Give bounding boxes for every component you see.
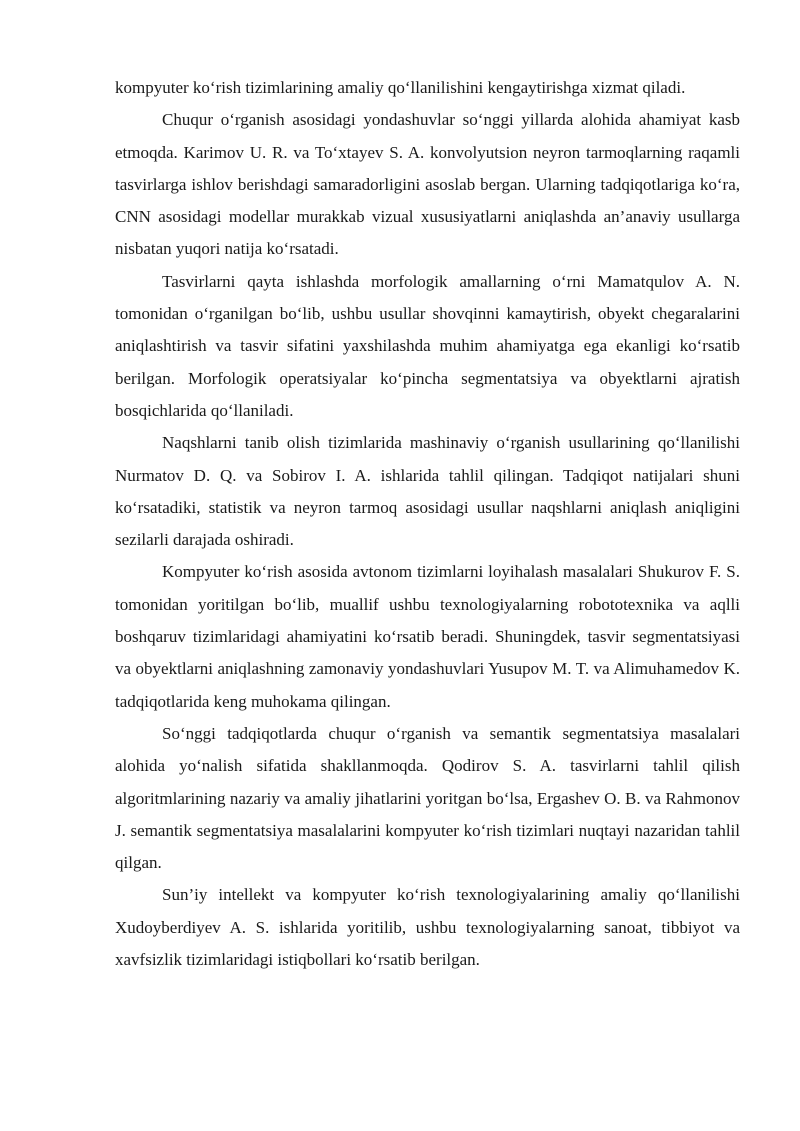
paragraph-morphology: Tasvirlarni qayta ishlashda morfologik amallarning o‘rni Mamatqulov A. N. tomonidan o‘rganilgan bo‘lib, ushbu usullar shovqinni kamaytirish, obyekt chegaralarini aniqlashtirish va tasvir sifatini yaxshilashda muhim ahamiyatga ega ekanligi ko‘rsatib berilgan. Morfologik operatsiyalar ko‘pincha segmentatsiya va obyektlarni ajratish bosqichlarida qo‘llaniladi. <box>115 271 740 420</box>
paragraph-pattern-recognition: Naqshlarni tanib olish tizimlarida mashinaviy o‘rganish usullarining qo‘llanilishi Nurmatov D. Q. va Sobirov I. A. ishlarida tahlil qilingan. Tadqiqot natijalari shuni ko‘rsatadiki, statistik va neyron tarmoq asosidagi usullar naqshlarni aniqlash aniqligini sezilarli darajada oshiradi. <box>115 433 740 550</box>
paragraph-artificial-intelligence: Sun’iy intellekt va kompyuter ko‘rish texnologiyalarining amaliy qo‘llanilishi Xudoyberdiyev A. S. ishlarida yoritilib, ushbu texnologiyalarning sanoat, tibbiyot va xavfsizlik tizimlaridagi istiqbollari ko‘rsatib berilgan. <box>115 885 740 970</box>
paragraph-continuation: kompyuter ko‘rish tizimlarining amaliy qo‘llanilishini kengaytirishga xizmat qiladi. <box>115 78 686 97</box>
paragraph-semantic-segmentation: So‘nggi tadqiqotlarda chuqur o‘rganish va semantik segmentatsiya masalalari alohida yo‘nalish sifatida shakllanmoqda. Qodirov S. A. tasvirlarni tahlil qilish algoritmlarining nazariy va amaliy jihatlarini yoritgan bo‘lsa, Ergashev O. B. va Rahmonov J. semantik segmentatsiya masalalarini kompyuter ko‘rish tizimlari nuqtayi nazaridan tahlil qilgan. <box>115 723 740 873</box>
paragraph-autonomous-systems: Kompyuter ko‘rish asosida avtonom tizimlarni loyihalash masalalari Shukurov F. S. tomonidan yoritilgan bo‘lib, muallif ushbu texnologiyalarning robototexnika va aqlli boshqaruv tizimlaridagi ahamiyatini ko‘rsatib beradi. Shuningdek, tasvir segmentatsiyasi va obyektlarni aniqlashning zamonaviy yondashuvlari Yusupov M. T. va Alimuhamedov K. tadqiqotlarida keng muhokama qilingan. <box>115 562 740 711</box>
paragraph-deep-learning: Chuqur o‘rganish asosidagi yondashuvlar so‘nggi yillarda alohida ahamiyat kasb etmoqda. Karimov U. R. va To‘xtayev S. A. konvolyutsion neyron tarmoqlarning raqamli tasvirlarga ishlov berishdagi samaradorligini asoslab bergan. Ularning tadqiqotlariga ko‘ra, CNN asosidagi modellar murakkab vizual xususiyatlarni aniqlashda an’anaviy usullarga nisbatan yuqori natija ko‘rsatadi. <box>115 110 740 259</box>
document-page <box>115 72 740 976</box>
